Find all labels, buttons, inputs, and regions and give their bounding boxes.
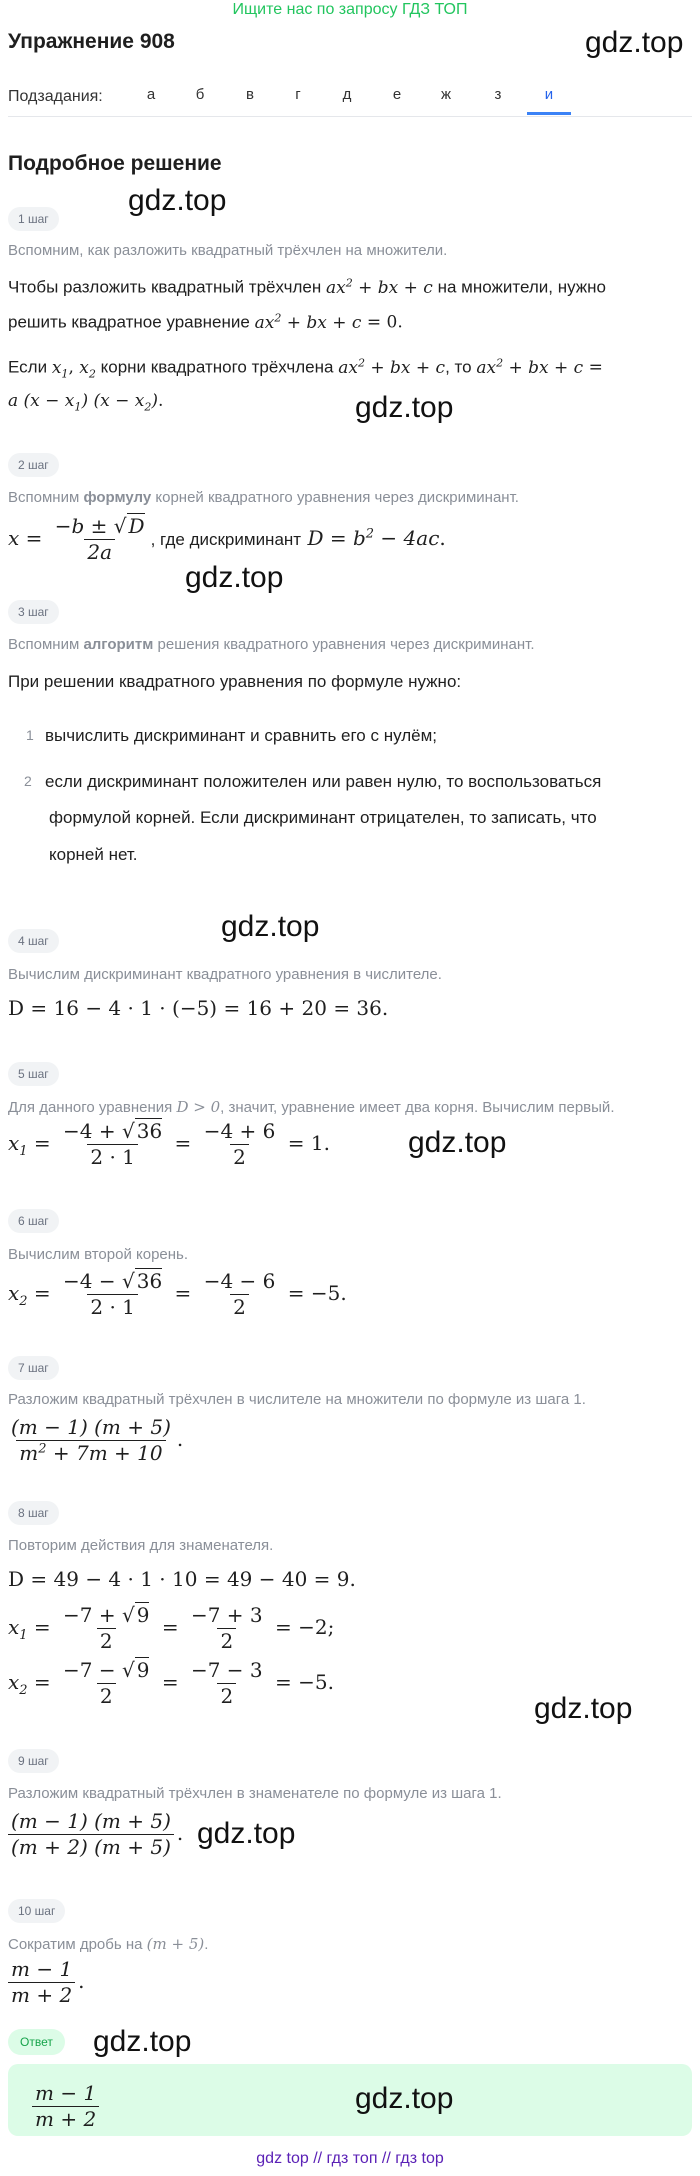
step-1-text-4: a $(x - x_1)$ $(x - x_2)$. bbox=[8, 391, 164, 414]
step-8-hint: Повторим действия для знаменателя. bbox=[8, 1537, 274, 1554]
divider bbox=[8, 116, 692, 117]
step-badge-9: 9 шаг bbox=[8, 1749, 59, 1773]
step-5-hint: Для данного уравнения D > 0, значит, уравнение имеет два корня. Вычислим первый. bbox=[8, 1098, 615, 1116]
watermark: gdz.top bbox=[185, 561, 284, 594]
list-item-2-line-1: если дискриминант положителен или равен нулю, то воспользоваться bbox=[45, 772, 602, 791]
watermark: gdz.top bbox=[585, 26, 684, 59]
step-badge-10: 10 шаг bbox=[8, 1899, 65, 1923]
step-1-text-2: решить квадратное уравнение $ax^2$ + bx + c = 0. bbox=[8, 311, 403, 333]
tab-b[interactable]: б bbox=[195, 86, 205, 103]
watermark: gdz.top bbox=[221, 910, 320, 943]
step-2-formula: x = $\frac{-b \pm √ D}{2a}$ , где дискриминант $D = b^2 - 4ac$. bbox=[8, 514, 446, 564]
list-item-2-line-2: формулой корней. Если дискриминант отрицателен, то записать, что bbox=[49, 808, 597, 827]
top-banner[interactable]: Ищите нас по запросу ГДЗ ТОП bbox=[232, 1, 468, 18]
step-5-equation: $x_1$ = $\frac{-4 + √ 36}{2 \cdot 1}$ = $\frac{-4 + 6}{2}$ = 1. bbox=[8, 1119, 330, 1169]
answer-badge: Ответ bbox=[8, 2029, 65, 2055]
watermark: gdz.top bbox=[408, 1126, 507, 1159]
step-4-equation: D = 16 − 4 · 1 · (−5) = 16 + 20 = 36. bbox=[8, 996, 389, 1020]
step-10-hint: Сократим дробь на (m + 5). bbox=[8, 1935, 209, 1953]
step-1-hint: Вспомним, как разложить квадратный трёхчлен на множители. bbox=[8, 242, 448, 259]
step-badge-3: 3 шаг bbox=[8, 600, 59, 624]
tab-i[interactable]: и bbox=[544, 86, 554, 103]
step-badge-5: 5 шаг bbox=[8, 1062, 59, 1086]
page-title: Упражнение 908 bbox=[8, 30, 175, 53]
answer-box bbox=[8, 2064, 692, 2136]
tab-g[interactable]: г bbox=[295, 86, 301, 103]
step-8-discriminant: D = 49 − 4 · 1 · 10 = 49 − 40 = 9. bbox=[8, 1567, 356, 1591]
list-item-1: вычислить дискриминант и сравнить его с нулём; bbox=[45, 726, 438, 745]
tab-a[interactable]: а bbox=[146, 86, 156, 103]
step-4-hint: Вычислим дискриминант квадратного уравнения в числителе. bbox=[8, 966, 442, 983]
answer-expression: $\frac{m - 1}{m + 2}$ bbox=[32, 2082, 102, 2131]
list-number: 2 bbox=[24, 773, 32, 789]
step-9-hint: Разложим квадратный трёхчлен в знаменателе по формуле из шага 1. bbox=[8, 1785, 502, 1802]
step-6-hint: Вычислим второй корень. bbox=[8, 1246, 189, 1263]
tab-z[interactable]: з bbox=[494, 86, 502, 103]
step-7-expression: $\frac{(m - 1) (m + 5)}{m^2 + 7m + 10}$ . bbox=[11, 1415, 184, 1465]
watermark: gdz.top bbox=[93, 2025, 192, 2058]
step-badge-4: 4 шаг bbox=[8, 929, 59, 953]
step-3-hint: Вспомним алгоритм решения квадратного уравнения через дискриминант. bbox=[8, 636, 535, 653]
step-badge-2: 2 шаг bbox=[8, 453, 59, 477]
subtasks-label: Подзадания: bbox=[8, 88, 103, 105]
step-2-hint: Вспомним формулу корней квадратного уравнения через дискриминант. bbox=[8, 489, 519, 506]
list-item-2-line-3: корней нет. bbox=[49, 845, 138, 864]
watermark: gdz.top bbox=[355, 2082, 454, 2115]
step-badge-1: 1 шаг bbox=[8, 207, 59, 231]
step-7-hint: Разложим квадратный трёхчлен в числителе на множители по формуле из шага 1. bbox=[8, 1391, 586, 1408]
step-9-expression: $\frac{(m - 1) (m + 5)}{(m + 2) (m + 5)}$ . bbox=[8, 1810, 183, 1859]
watermark: gdz.top bbox=[128, 184, 227, 217]
watermark: gdz.top bbox=[355, 391, 454, 424]
tab-zh[interactable]: ж bbox=[440, 86, 452, 103]
step-badge-6: 6 шаг bbox=[8, 1209, 59, 1233]
step-1-text-3: Если $x_1$, $x_2$ корни квадратного трёхчлена $ax^2$ + bx + c, то $ax^2$ + bx + c = bbox=[8, 356, 603, 381]
watermark: gdz.top bbox=[197, 1817, 296, 1850]
tab-v[interactable]: в bbox=[246, 86, 254, 103]
step-badge-7: 7 шаг bbox=[8, 1356, 59, 1380]
tab-e[interactable]: е bbox=[392, 86, 402, 103]
step-6-equation: $x_2$ = $\frac{-4 - √ 36}{2 \cdot 1}$ = $\frac{-4 - 6}{2}$ = −5. bbox=[8, 1269, 347, 1319]
tab-d[interactable]: д bbox=[342, 86, 352, 103]
watermark: gdz.top bbox=[534, 1692, 633, 1725]
footer-links[interactable]: gdz top // гдз топ // гдз top bbox=[256, 2150, 444, 2167]
active-tab-indicator bbox=[527, 112, 571, 115]
list-number: 1 bbox=[26, 727, 34, 743]
section-title: Подробное решение bbox=[8, 152, 222, 175]
step-8-root-2: $x_2$ = $\frac{-7 - √ 9}{2}$ = $\frac{-7 - 3}{2}$ = −5. bbox=[8, 1658, 334, 1708]
step-10-expression: $\frac{m - 1}{m + 2}$ . bbox=[8, 1958, 85, 2007]
step-8-root-1: $x_1$ = $\frac{-7 + √ 9}{2}$ = $\frac{-7 + 3}{2}$ = −2; bbox=[8, 1603, 335, 1653]
step-3-text: При решении квадратного уравнения по формуле нужно: bbox=[8, 672, 462, 691]
step-badge-8: 8 шаг bbox=[8, 1501, 59, 1525]
step-1-text-1: Чтобы разложить квадратный трёхчлен $ax^2$ + bx + c на множители, нужно bbox=[8, 276, 606, 298]
